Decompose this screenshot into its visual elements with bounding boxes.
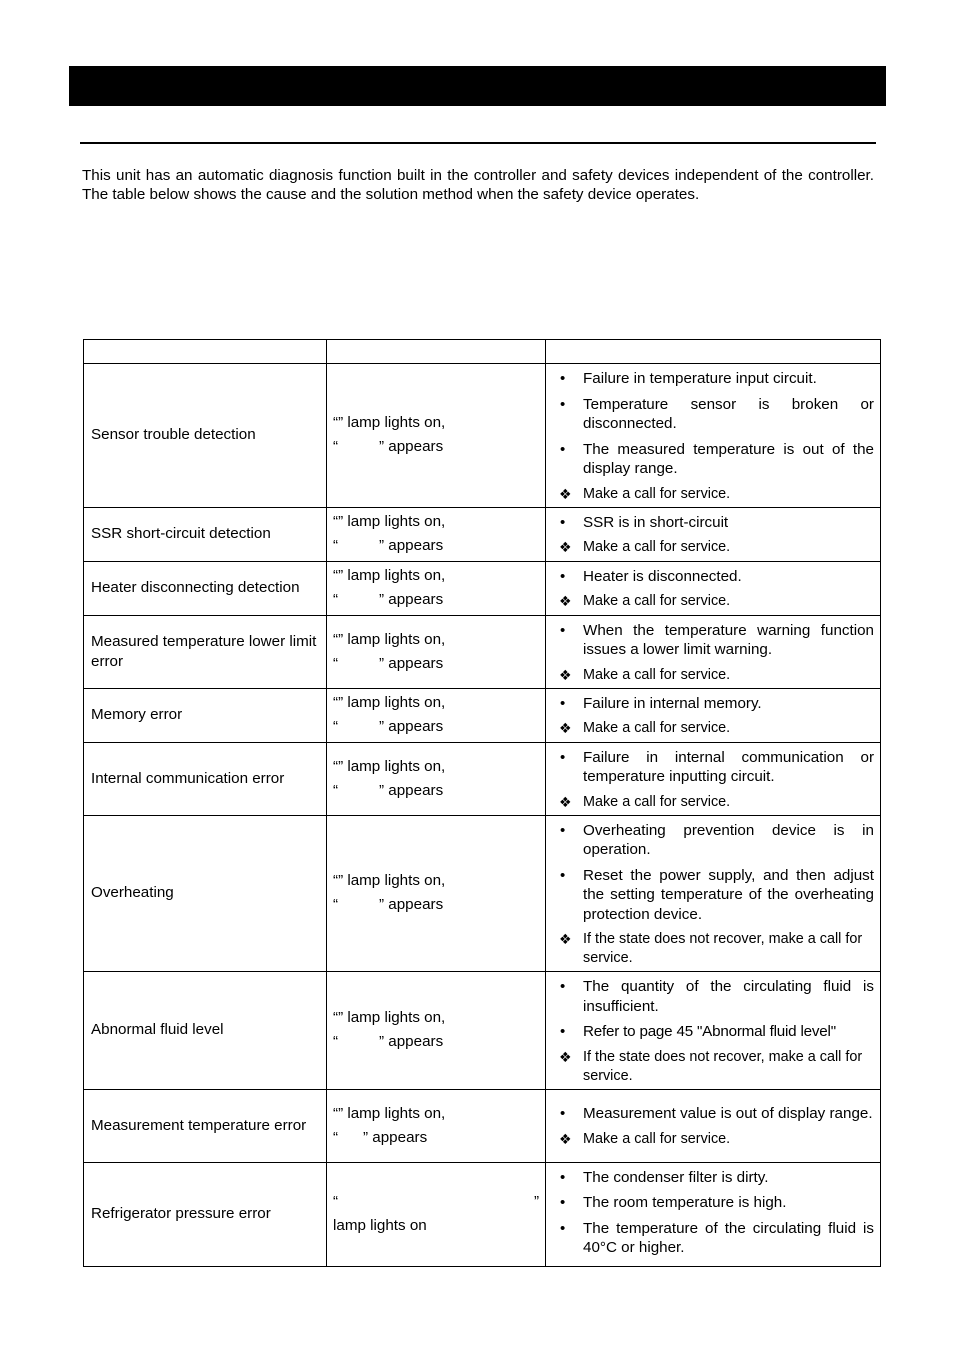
quote-open: “ (333, 591, 339, 608)
error-name: Measurement temperature error (84, 1089, 327, 1162)
cause-cell (546, 507, 881, 561)
error-name: Heater disconnecting detection (84, 561, 327, 615)
quote-open: “ (333, 513, 339, 530)
cause-cell (546, 742, 881, 815)
error-name: Memory error (84, 688, 327, 742)
intro-paragraph: This unit has an automatic diagnosis function built in the controller and safety devices independent of the controller. The table below shows the cause and the solution method when the safety device operates. (82, 167, 874, 203)
quote-open: “ (333, 1009, 339, 1027)
lamp-text: ” lamp lights on, (338, 872, 446, 890)
action-text: Make a call for service. (583, 593, 731, 610)
appears-text: ” appears (379, 591, 444, 608)
display-indication (327, 688, 546, 742)
action-item (559, 930, 874, 968)
diamond-bullet-icon: ❖ (559, 593, 572, 610)
subsection-rule (80, 142, 876, 144)
cause-item: • Heater is disconnected. (559, 567, 874, 587)
display-indication (327, 561, 546, 615)
diamond-bullet-icon: ❖ (559, 666, 572, 683)
table-row (84, 815, 881, 972)
display-indication (327, 742, 546, 815)
cause-item: • The measured temperature is out of the display range. (559, 440, 874, 479)
cause-cell (546, 815, 881, 972)
cause-cell (546, 1089, 881, 1162)
action-text: If the state does not recover, make a call for service. (583, 1048, 863, 1084)
quote-close: ” (533, 1193, 539, 1210)
lamp-text: ” lamp lights on, (338, 1009, 446, 1027)
quote-open: “ (333, 1033, 339, 1051)
action-text: If the state does not recover, make a call for service. (583, 931, 863, 966)
lamp-text: ” lamp lights on, (338, 630, 446, 648)
quote-open: “ (333, 718, 339, 735)
display-indication (327, 815, 546, 972)
lamp-text: ” lamp lights on, (338, 694, 446, 711)
appears-text: ” appears (379, 537, 444, 554)
cause-item: • Failure in temperature input circuit. (559, 369, 874, 389)
quote-open: “ (333, 537, 339, 554)
error-name: Measured temperature lower limit error (84, 615, 327, 688)
cause-item: • Refer to page 45 "Abnormal fluid level" (559, 1022, 874, 1042)
action-item (559, 793, 874, 812)
quote-open: “ (333, 757, 339, 775)
cause-item: • Reset the power supply, and then adjust the setting temperature of the overheating protection device. (559, 866, 874, 925)
table-row (84, 1162, 881, 1266)
error-name: SSR short-circuit detection (84, 507, 327, 561)
diagnosis-table (83, 339, 881, 1267)
diamond-bullet-icon: ❖ (559, 485, 572, 502)
quote-open: “ (333, 896, 339, 914)
table-row (84, 688, 881, 742)
error-name: Refrigerator pressure error (84, 1162, 327, 1266)
display-indication (327, 1162, 546, 1266)
cause-item: • Measurement value is out of display range. (559, 1104, 874, 1124)
action-item (559, 719, 874, 738)
error-name: Sensor trouble detection (84, 364, 327, 508)
quote-open: “ (333, 1104, 339, 1122)
diamond-bullet-icon: ❖ (559, 1048, 572, 1065)
diamond-bullet-icon: ❖ (559, 793, 572, 810)
cause-item: • Failure in internal memory. (559, 694, 874, 714)
quote-open: “ (333, 438, 339, 456)
appears-text: ” appears (379, 896, 444, 914)
appears-text: ” appears (379, 654, 444, 672)
table-row (84, 364, 881, 508)
table-row (84, 561, 881, 615)
quote-open: “ (333, 630, 339, 648)
error-name: Overheating (84, 815, 327, 972)
header-cell (84, 340, 327, 364)
appears-text: ” appears (363, 1128, 428, 1146)
action-item (559, 666, 874, 685)
appears-text: ” appears (379, 438, 444, 456)
quote-open: “ (333, 781, 339, 799)
cause-cell (546, 972, 881, 1090)
quote-open: “ (333, 1128, 339, 1146)
action-text: Make a call for service. (583, 666, 731, 683)
cause-item: • When the temperature warning function issues a lower limit warning. (559, 621, 874, 660)
lamp-text: lamp lights on (333, 1217, 427, 1234)
cause-item: • The quantity of the circulating fluid is insufficient. (559, 977, 874, 1016)
diamond-bullet-icon: ❖ (559, 539, 572, 556)
action-text: Make a call for service. (583, 793, 731, 810)
header-cell (546, 340, 881, 364)
lamp-text: ” lamp lights on, (338, 757, 446, 775)
table-row (84, 1089, 881, 1162)
display-indication (327, 972, 546, 1090)
quote-open: “ (333, 1193, 339, 1210)
appears-text: ” appears (379, 718, 444, 735)
table-row (84, 615, 881, 688)
lamp-text: ” lamp lights on, (338, 1104, 446, 1122)
section-title-bar (69, 66, 886, 106)
table-row (84, 507, 881, 561)
cause-cell (546, 561, 881, 615)
action-text: Make a call for service. (583, 1130, 731, 1147)
action-text: Make a call for service. (583, 720, 731, 737)
cause-cell (546, 615, 881, 688)
header-cell (327, 340, 546, 364)
error-name: Abnormal fluid level (84, 972, 327, 1090)
lamp-text: ” lamp lights on, (338, 567, 446, 584)
quote-open: “ (333, 567, 339, 584)
cause-item: • The room temperature is high. (559, 1193, 874, 1213)
quote-open: “ (333, 694, 339, 711)
quote-open: “ (333, 414, 339, 432)
lamp-text: ” lamp lights on, (338, 414, 446, 432)
action-item (559, 538, 874, 557)
action-item (559, 1130, 874, 1149)
diamond-bullet-icon: ❖ (559, 1130, 572, 1147)
error-name: Internal communication error (84, 742, 327, 815)
diamond-bullet-icon: ❖ (559, 931, 572, 947)
cause-item: • Overheating prevention device is in operation. (559, 821, 874, 860)
display-indication (327, 615, 546, 688)
cause-cell (546, 1162, 881, 1266)
action-item (559, 1048, 874, 1086)
action-item (559, 592, 874, 611)
cause-item: • The temperature of the circulating fluid is 40°C or higher. (559, 1219, 874, 1258)
cause-item: • SSR is in short-circuit (559, 513, 874, 533)
display-indication (327, 1089, 546, 1162)
diamond-bullet-icon: ❖ (559, 720, 572, 737)
cause-item: • The condenser filter is dirty. (559, 1168, 874, 1188)
lamp-text: ” lamp lights on, (338, 513, 446, 530)
display-indication (327, 364, 546, 508)
cause-cell (546, 688, 881, 742)
appears-text: ” appears (379, 781, 444, 799)
quote-open: “ (333, 872, 339, 890)
display-indication (327, 507, 546, 561)
table-row (84, 742, 881, 815)
appears-text: ” appears (379, 1033, 444, 1051)
action-text: Make a call for service. (583, 485, 731, 502)
table-header-row (84, 340, 881, 364)
action-item (559, 485, 874, 504)
cause-item: • Temperature sensor is broken or disconnected. (559, 395, 874, 434)
table-row (84, 972, 881, 1090)
action-text: Make a call for service. (583, 539, 731, 556)
quote-open: “ (333, 654, 339, 672)
cause-item: • Failure in internal communication or temperature inputting circuit. (559, 748, 874, 787)
cause-cell (546, 364, 881, 508)
